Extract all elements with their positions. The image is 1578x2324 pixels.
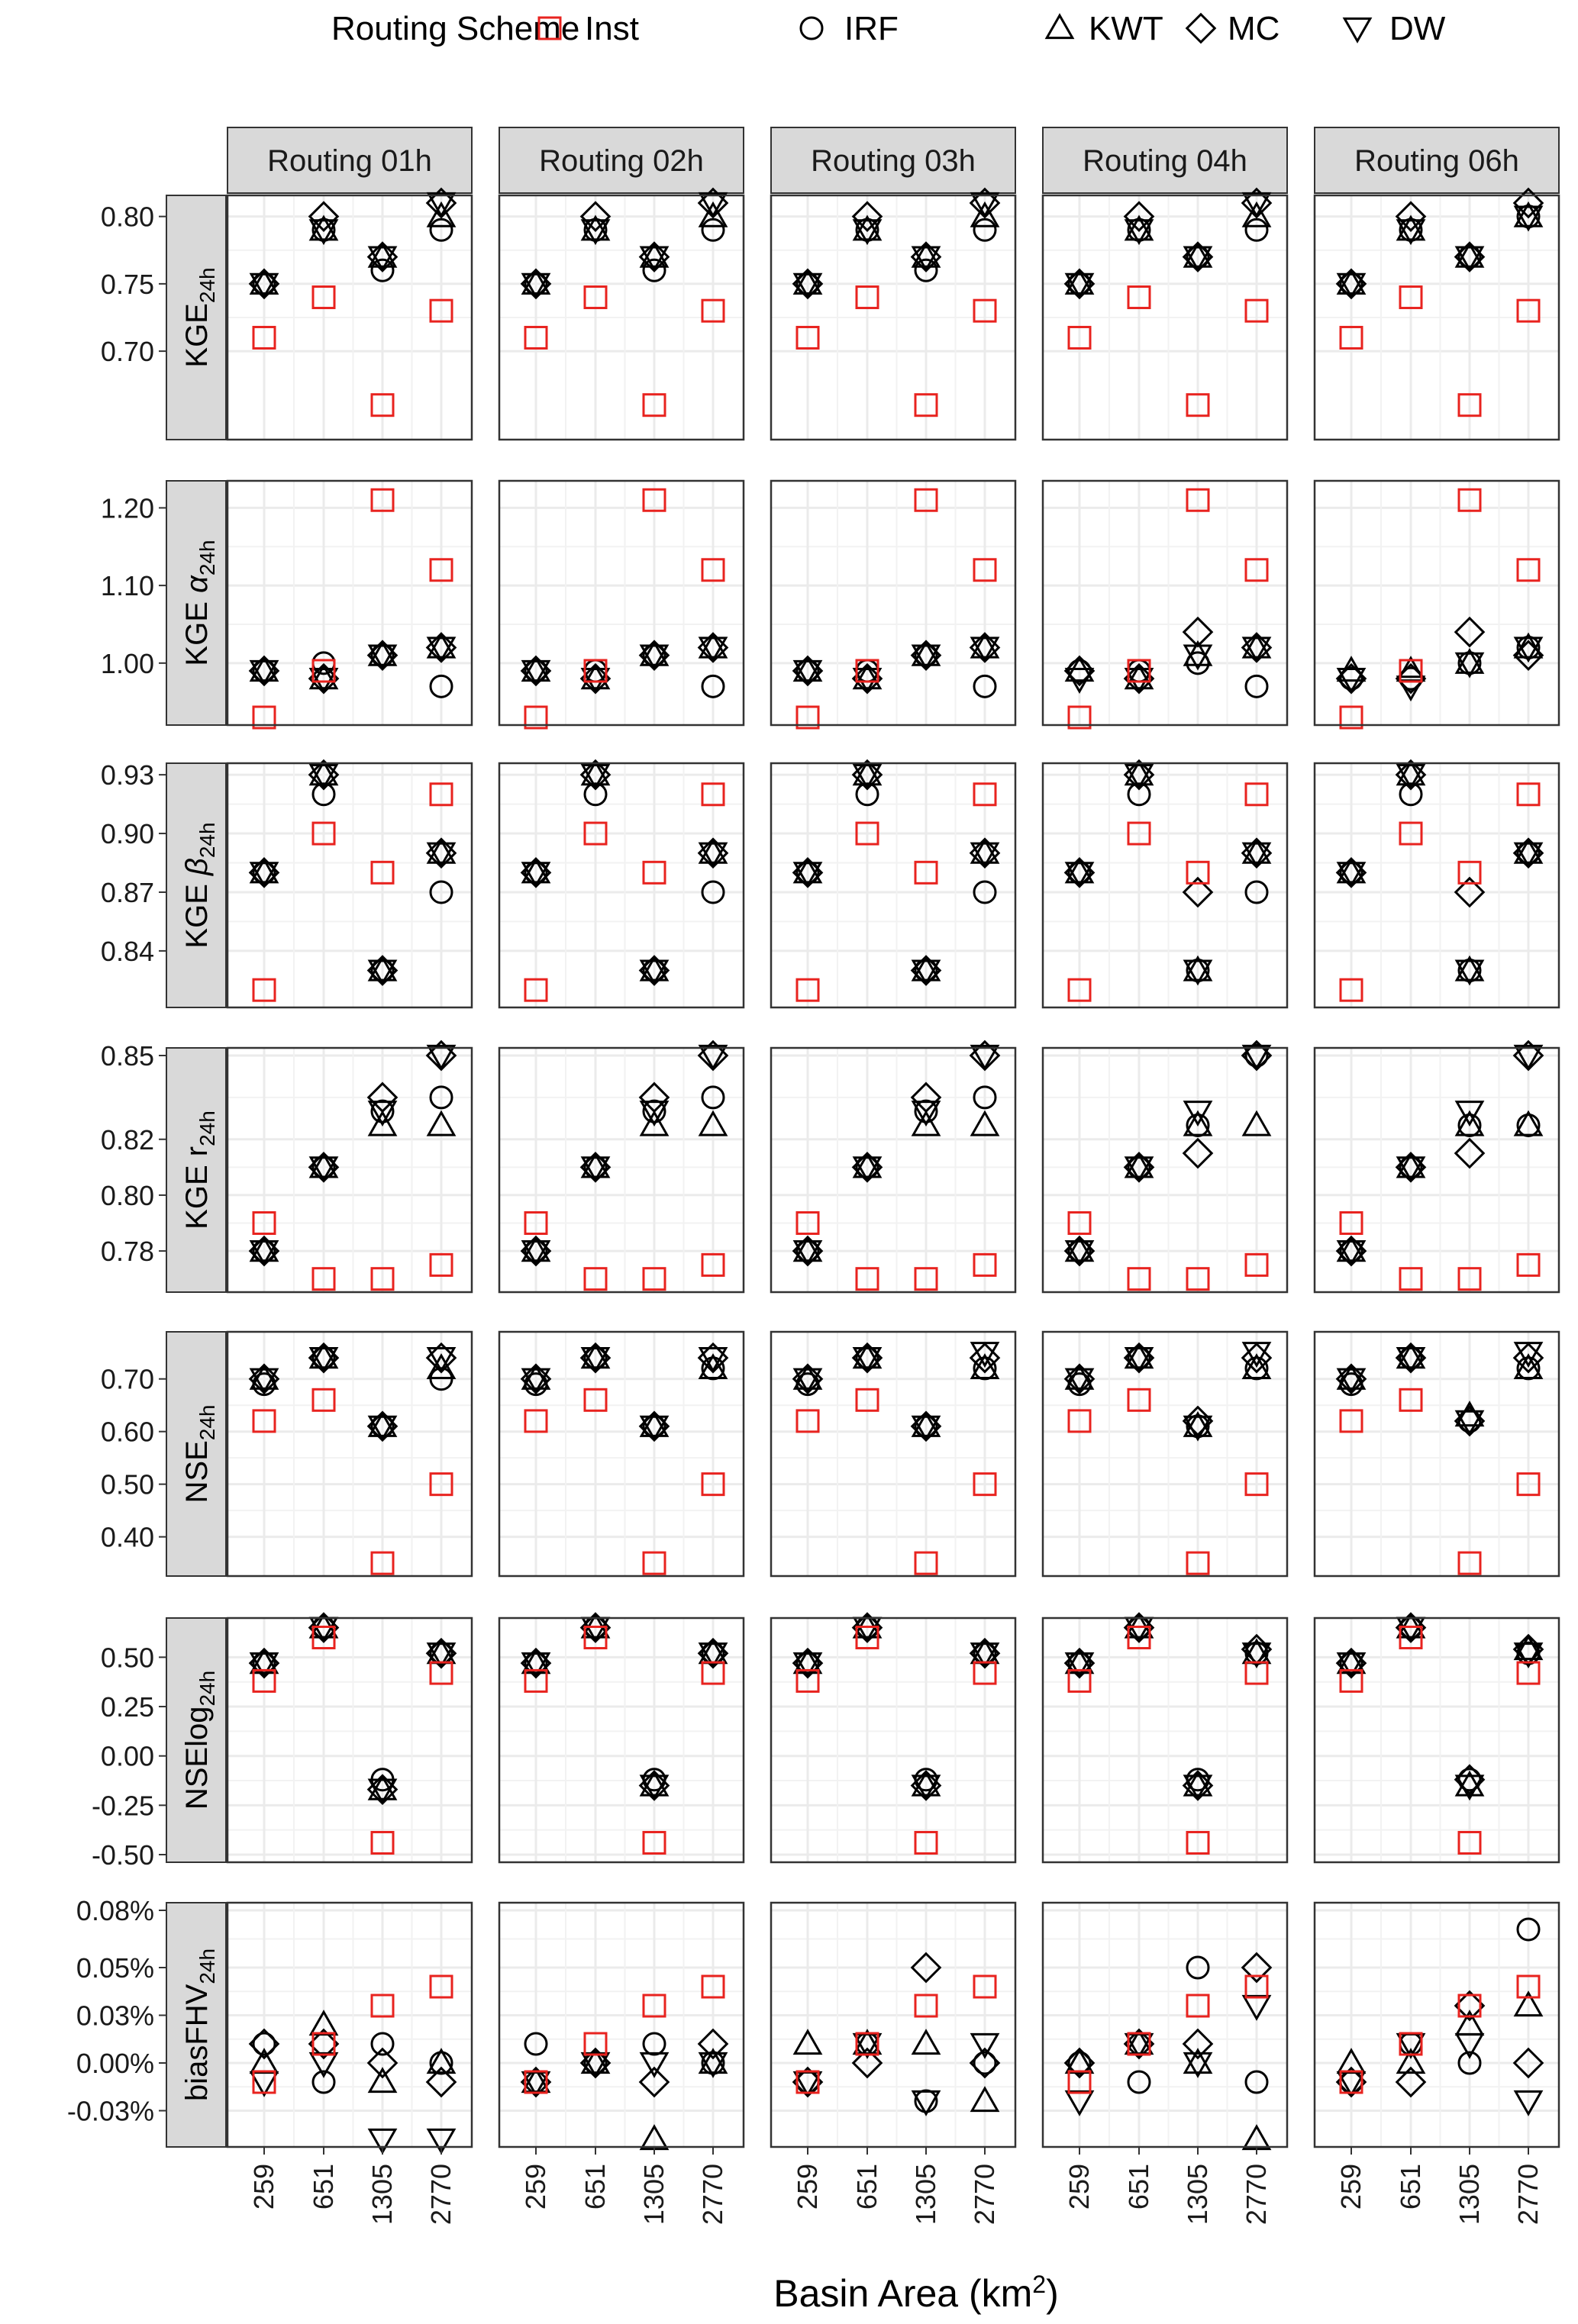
- panel-beta-routing-06h: [1315, 761, 1559, 1007]
- y-tick-label: -0.50: [91, 1839, 154, 1871]
- y-tick-label: 1.20: [100, 492, 154, 524]
- legend-label-irf: IRF: [844, 10, 899, 47]
- x-axis-routing-06h: [1335, 2147, 1544, 2225]
- row-strip-label: NSElog$_{24h}$: [180, 1670, 219, 1810]
- y-axis-biasfhv: [67, 1895, 166, 2127]
- y-tick-label: 0.75: [100, 268, 154, 300]
- panel-kge-routing-06h: [1315, 189, 1559, 440]
- legend-label-mc: MC: [1228, 10, 1280, 47]
- row-strip-label: KGE $\alpha_{24h}$: [180, 540, 219, 666]
- row-strip-beta: [166, 763, 226, 1007]
- facet-strip-label: Routing 03h: [811, 144, 976, 178]
- facet-strip-label: Routing 06h: [1354, 144, 1519, 178]
- x-tick-label: 259: [1335, 2164, 1367, 2210]
- y-tick-label: 0.08%: [76, 1895, 154, 1926]
- legend-marker-mc: [1187, 15, 1215, 42]
- facet-strip-label: Routing 04h: [1083, 144, 1247, 178]
- row-strip-r: [166, 1048, 226, 1292]
- x-tick-label: 2770: [1512, 2164, 1544, 2226]
- y-tick-label: 0.03%: [76, 2000, 154, 2032]
- y-tick-label: 0.70: [100, 1363, 154, 1395]
- panel-alpha-routing-04h: [1043, 481, 1287, 728]
- row-strip-label: $NSE_{24h}$: [180, 1404, 219, 1504]
- legend-marker-kwt: [1047, 15, 1073, 37]
- y-tick-label: 0.80: [100, 1179, 154, 1211]
- y-tick-label: 0.87: [100, 876, 154, 908]
- panel-nse-routing-02h: [499, 1332, 744, 1576]
- x-tick-label: 259: [520, 2164, 551, 2210]
- panel-beta-routing-04h: [1043, 761, 1287, 1007]
- x-tick-label: 2770: [425, 2164, 457, 2226]
- panel-alpha-routing-06h: [1315, 481, 1559, 728]
- y-tick-label: 0.85: [100, 1040, 154, 1072]
- y-axis-alpha: [101, 492, 166, 679]
- legend-marker-irf: [801, 18, 822, 39]
- panel-beta-routing-03h: [771, 761, 1015, 1007]
- panel-kge-routing-04h: [1043, 189, 1287, 440]
- row-strip-label: KGE $\beta_{24h}$: [180, 822, 219, 949]
- x-tick-label: 1305: [910, 2164, 941, 2226]
- x-tick-label: 1305: [1454, 2164, 1485, 2226]
- panel-alpha-routing-01h: [228, 481, 472, 728]
- x-tick-label: 259: [792, 2164, 823, 2210]
- x-tick-label: 1305: [1182, 2164, 1213, 2226]
- panel-kge-routing-03h: [771, 189, 1015, 440]
- x-axis-routing-03h: [792, 2147, 1000, 2225]
- y-tick-label: -0.03%: [66, 2095, 154, 2127]
- x-tick-label: 651: [308, 2164, 339, 2210]
- y-axis-r: [101, 1040, 166, 1267]
- legend: [331, 10, 1446, 47]
- x-tick-label: 2770: [697, 2164, 728, 2226]
- panel-r-routing-06h: [1315, 1042, 1559, 1292]
- panel-biasfhv-routing-01h: [228, 1903, 472, 2152]
- y-tick-label: 0.90: [100, 818, 154, 850]
- panel-nselog-routing-04h: [1043, 1613, 1287, 1862]
- y-tick-label: 0.93: [100, 759, 154, 791]
- y-axis-nse: [101, 1364, 166, 1553]
- facet-strip-routing-06h: [1315, 127, 1559, 193]
- x-axis-routing-02h: [520, 2147, 728, 2225]
- facet-strip-routing-01h: [228, 127, 472, 193]
- facet-strip-label: Routing 01h: [267, 144, 432, 178]
- panel-nselog-routing-01h: [228, 1613, 472, 1862]
- y-axis-nselog: [92, 1642, 166, 1871]
- y-axis-kge: [101, 201, 166, 367]
- y-tick-label: 0.60: [100, 1416, 154, 1448]
- x-tick-label: 651: [1395, 2164, 1426, 2210]
- y-tick-label: 0.80: [100, 201, 154, 233]
- facet-strip-routing-04h: [1043, 127, 1287, 193]
- y-tick-label: 1.00: [100, 647, 154, 679]
- panel-nselog-routing-02h: [499, 1613, 744, 1862]
- y-tick-label: 0.82: [100, 1123, 154, 1156]
- y-tick-label: 0.78: [100, 1236, 154, 1268]
- y-tick-label: 0.50: [100, 1642, 154, 1674]
- y-tick-label: 0.40: [100, 1521, 154, 1553]
- x-tick-label: 651: [851, 2164, 883, 2210]
- panel-r-routing-01h: [228, 1042, 472, 1292]
- y-tick-label: -0.25: [91, 1790, 154, 1822]
- row-strip-label: biasFHV$_{24h}$: [180, 1948, 219, 2102]
- legend-title: Routing Scheme: [331, 10, 580, 47]
- y-tick-label: 0.00%: [76, 2048, 154, 2079]
- panel-beta-routing-01h: [228, 761, 472, 1007]
- panel-nse-routing-04h: [1043, 1332, 1287, 1576]
- legend-marker-dw: [1344, 18, 1370, 40]
- panel-r-routing-03h: [771, 1042, 1015, 1292]
- row-strip-kge: [166, 195, 226, 440]
- x-axis-routing-01h: [248, 2147, 457, 2225]
- y-tick-label: 0.25: [100, 1691, 154, 1723]
- panel-r-routing-04h: [1043, 1042, 1287, 1292]
- legend-label-inst: Inst: [585, 10, 639, 47]
- x-tick-label: 1305: [366, 2164, 398, 2226]
- panel-r-routing-02h: [499, 1042, 744, 1292]
- panel-nse-routing-03h: [771, 1332, 1015, 1576]
- legend-label-kwt: KWT: [1089, 10, 1163, 47]
- panel-kge-routing-02h: [499, 189, 744, 440]
- panel-beta-routing-02h: [499, 761, 744, 1007]
- facet-strip-routing-02h: [499, 127, 744, 193]
- y-tick-label: 0.70: [100, 336, 154, 368]
- panel-biasfhv-routing-04h: [1043, 1903, 1287, 2149]
- x-tick-label: 651: [1123, 2164, 1154, 2210]
- panel-biasfhv-routing-02h: [499, 1903, 744, 2149]
- panel-nse-routing-01h: [228, 1332, 472, 1576]
- y-tick-label: 1.10: [100, 570, 154, 602]
- row-strip-label: KGE $r_{24h}$: [180, 1110, 219, 1230]
- row-strip-nse: [166, 1332, 226, 1576]
- y-axis-beta: [101, 759, 166, 967]
- panel-alpha-routing-02h: [499, 481, 744, 728]
- facet-strip-routing-03h: [771, 127, 1015, 193]
- y-tick-label: 0.84: [100, 935, 154, 967]
- facet-grid: [67, 127, 1559, 2225]
- y-tick-label: 0.05%: [76, 1952, 154, 1984]
- row-strip-nselog: [166, 1618, 226, 1862]
- row-strip-alpha: [166, 481, 226, 725]
- x-tick-label: 1305: [638, 2164, 670, 2226]
- x-tick-label: 651: [579, 2164, 611, 2210]
- x-axis-routing-04h: [1063, 2147, 1272, 2225]
- row-strip-biasfhv: [166, 1903, 226, 2147]
- panel-nse-routing-06h: [1315, 1332, 1559, 1576]
- panel-nselog-routing-06h: [1315, 1613, 1559, 1862]
- row-strip-label: $KGE_{24h}$: [180, 267, 219, 368]
- x-tick-label: 2770: [969, 2164, 1000, 2226]
- x-tick-label: 259: [1063, 2164, 1095, 2210]
- y-tick-label: 0.00: [100, 1740, 154, 1772]
- panel-biasfhv-routing-03h: [771, 1903, 1015, 2147]
- y-tick-label: 0.50: [100, 1468, 154, 1500]
- x-axis-title: Basin Area $(km^2)$: [773, 2271, 1059, 2315]
- panel-biasfhv-routing-06h: [1315, 1903, 1559, 2147]
- legend-label-dw: DW: [1389, 10, 1446, 47]
- facet-strip-label: Routing 02h: [539, 144, 704, 178]
- panel-alpha-routing-03h: [771, 481, 1015, 728]
- x-tick-label: 259: [248, 2164, 279, 2210]
- panel-nselog-routing-03h: [771, 1613, 1015, 1862]
- x-tick-label: 2770: [1241, 2164, 1272, 2226]
- panel-kge-routing-01h: [228, 189, 472, 440]
